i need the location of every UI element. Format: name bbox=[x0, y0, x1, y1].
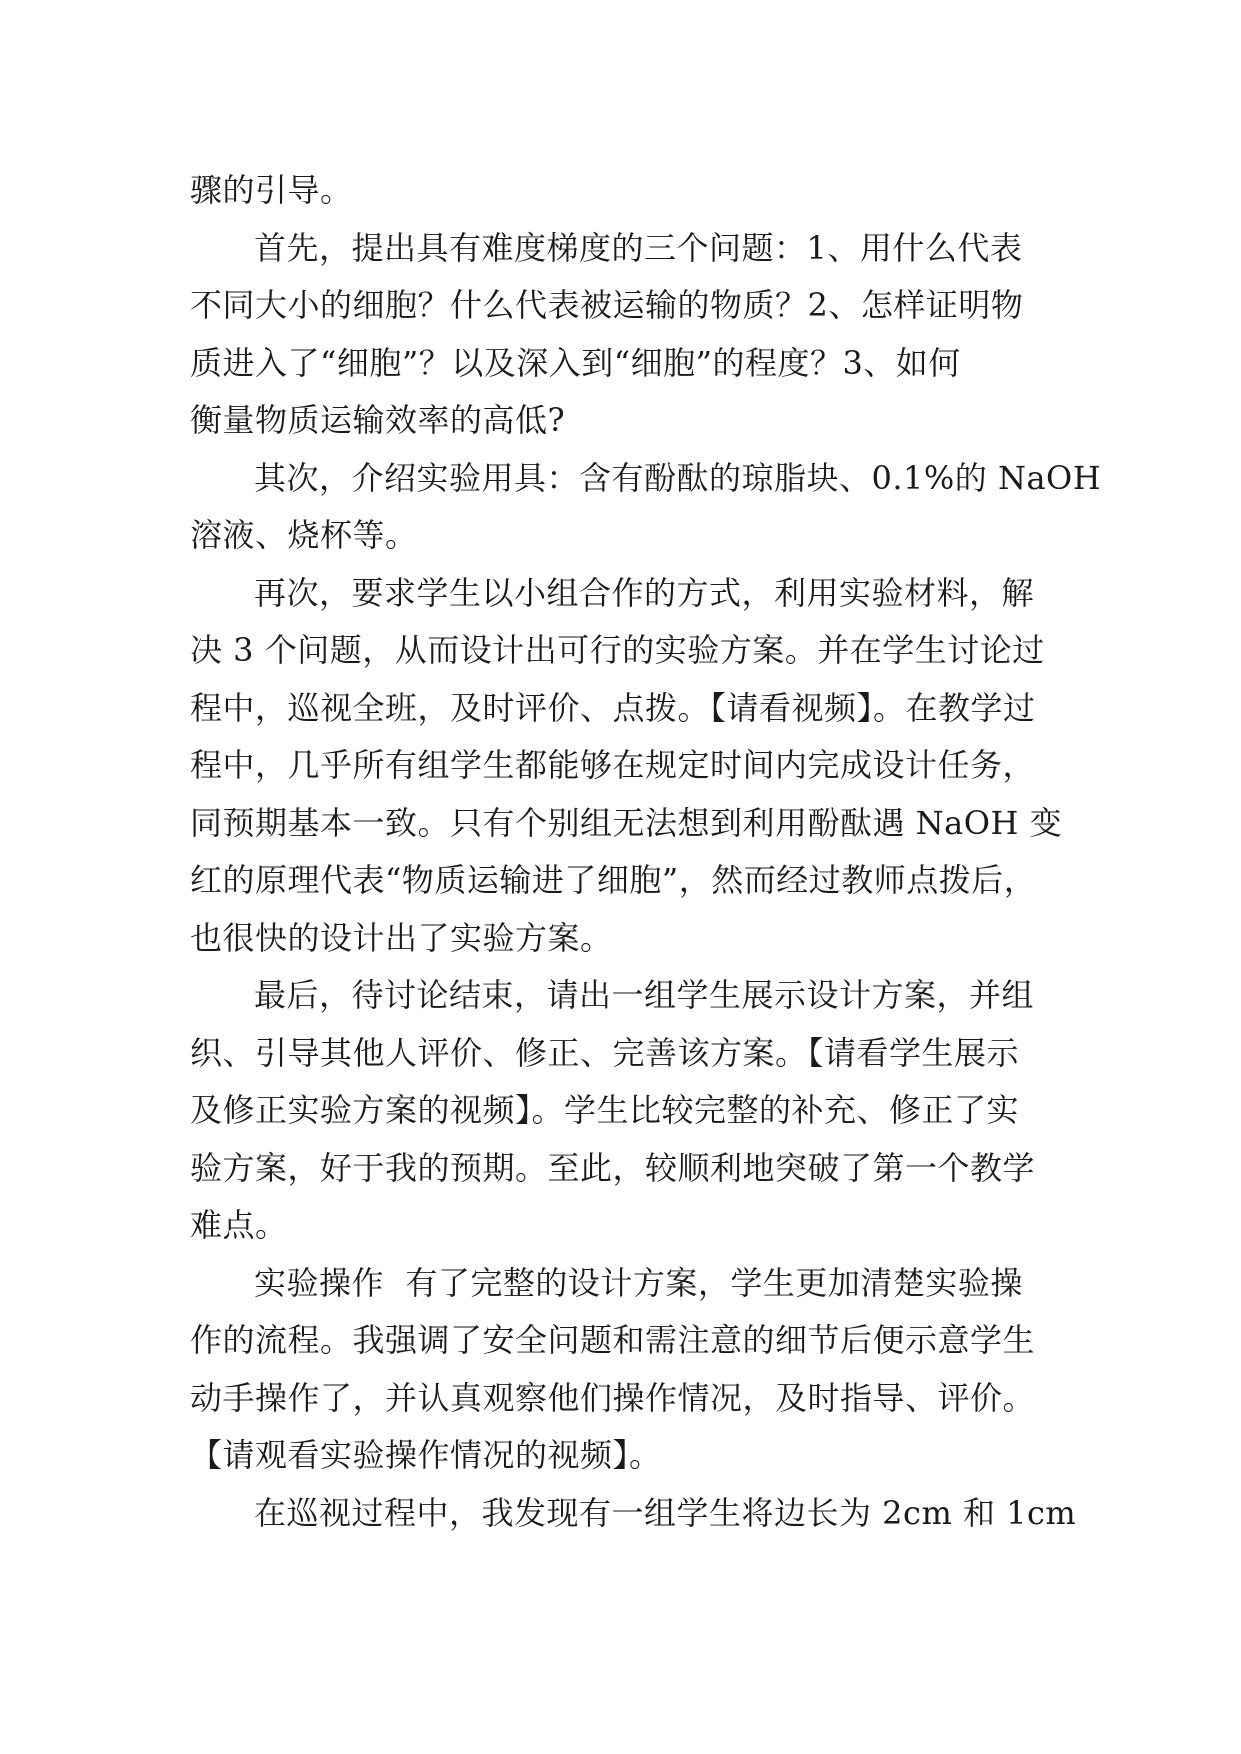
text-line: 程中，几乎所有组学生都能够在规定时间内完成设计任务， bbox=[190, 746, 1036, 784]
text-line: 红的原理代表“物质运输进了细胞”，然而经过教师点拨后， bbox=[190, 861, 1037, 899]
text-line: 溶液、烧杯等。 bbox=[190, 516, 418, 554]
paragraph bbox=[190, 450, 1102, 565]
text-line: 同预期基本一致。只有个别组无法想到利用酚酞遇 NaOH 变 bbox=[190, 803, 1063, 842]
paragraph bbox=[190, 967, 1070, 1255]
paragraph bbox=[190, 1255, 1070, 1485]
text-line: 再次，要求学生以小组合作的方式，利用实验材料，解 bbox=[254, 573, 1035, 612]
text-line: 也很快的设计出了实验方案。 bbox=[190, 918, 613, 957]
text-line: 【请观看实验操作情况的视频】。 bbox=[190, 1436, 662, 1474]
text-line: 难点。 bbox=[190, 1206, 288, 1244]
text-line: 其次，介绍实验用具：含有酚酞的琼脂块、0.1%的 NaOH bbox=[254, 458, 1102, 497]
paragraph bbox=[190, 220, 1070, 450]
text-line: 作的流程。我强调了安全问题和需注意的细节后便示意学生 bbox=[190, 1321, 1036, 1359]
text-line: 最后，待讨论结束，请出一组学生展示设计方案，并组 bbox=[254, 976, 1035, 1014]
text-line: 质进入了“细胞”？以及深入到“细胞”的程度？3、如何 bbox=[190, 343, 961, 382]
text-line: 程中，巡视全班，及时评价、点拨。【请看视频】。在教学过 bbox=[190, 688, 1036, 727]
text-line: 在巡视过程中，我发现有一组学生将边长为 2cm 和 1cm bbox=[254, 1493, 1077, 1532]
text-line: 不同大小的细胞？什么代表被运输的物质？2、怎样证明物 bbox=[190, 286, 1024, 324]
text-line: 首先，提出具有难度梯度的三个问题：1、用什么代表 bbox=[254, 228, 1023, 267]
text-line: 衡量物质运输效率的高低? bbox=[190, 401, 566, 439]
text-line: 及修正实验方案的视频】。学生比较完整的补充、修正了实 bbox=[190, 1091, 1020, 1129]
text-line: 织、引导其他人评价、修正、完善该方案。【请看学生展示 bbox=[190, 1033, 1020, 1072]
paragraph bbox=[190, 1485, 1077, 1543]
text-line: 实验操作 有了完整的设计方案，学生更加清楚实验操 bbox=[254, 1263, 1023, 1302]
text-line: 动手操作了，并认真观察他们操作情况，及时指导、评价。 bbox=[190, 1378, 1036, 1417]
text-line: 决 3 个问题，从而设计出可行的实验方案。并在学生讨论过 bbox=[190, 631, 1045, 669]
text-line: 验方案，好于我的预期。至此，较顺利地突破了第一个教学 bbox=[190, 1148, 1036, 1187]
text-line: 骤的引导。 bbox=[190, 171, 353, 209]
paragraph bbox=[190, 565, 1070, 968]
paragraph bbox=[190, 162, 1070, 220]
body-text bbox=[190, 162, 1102, 1542]
